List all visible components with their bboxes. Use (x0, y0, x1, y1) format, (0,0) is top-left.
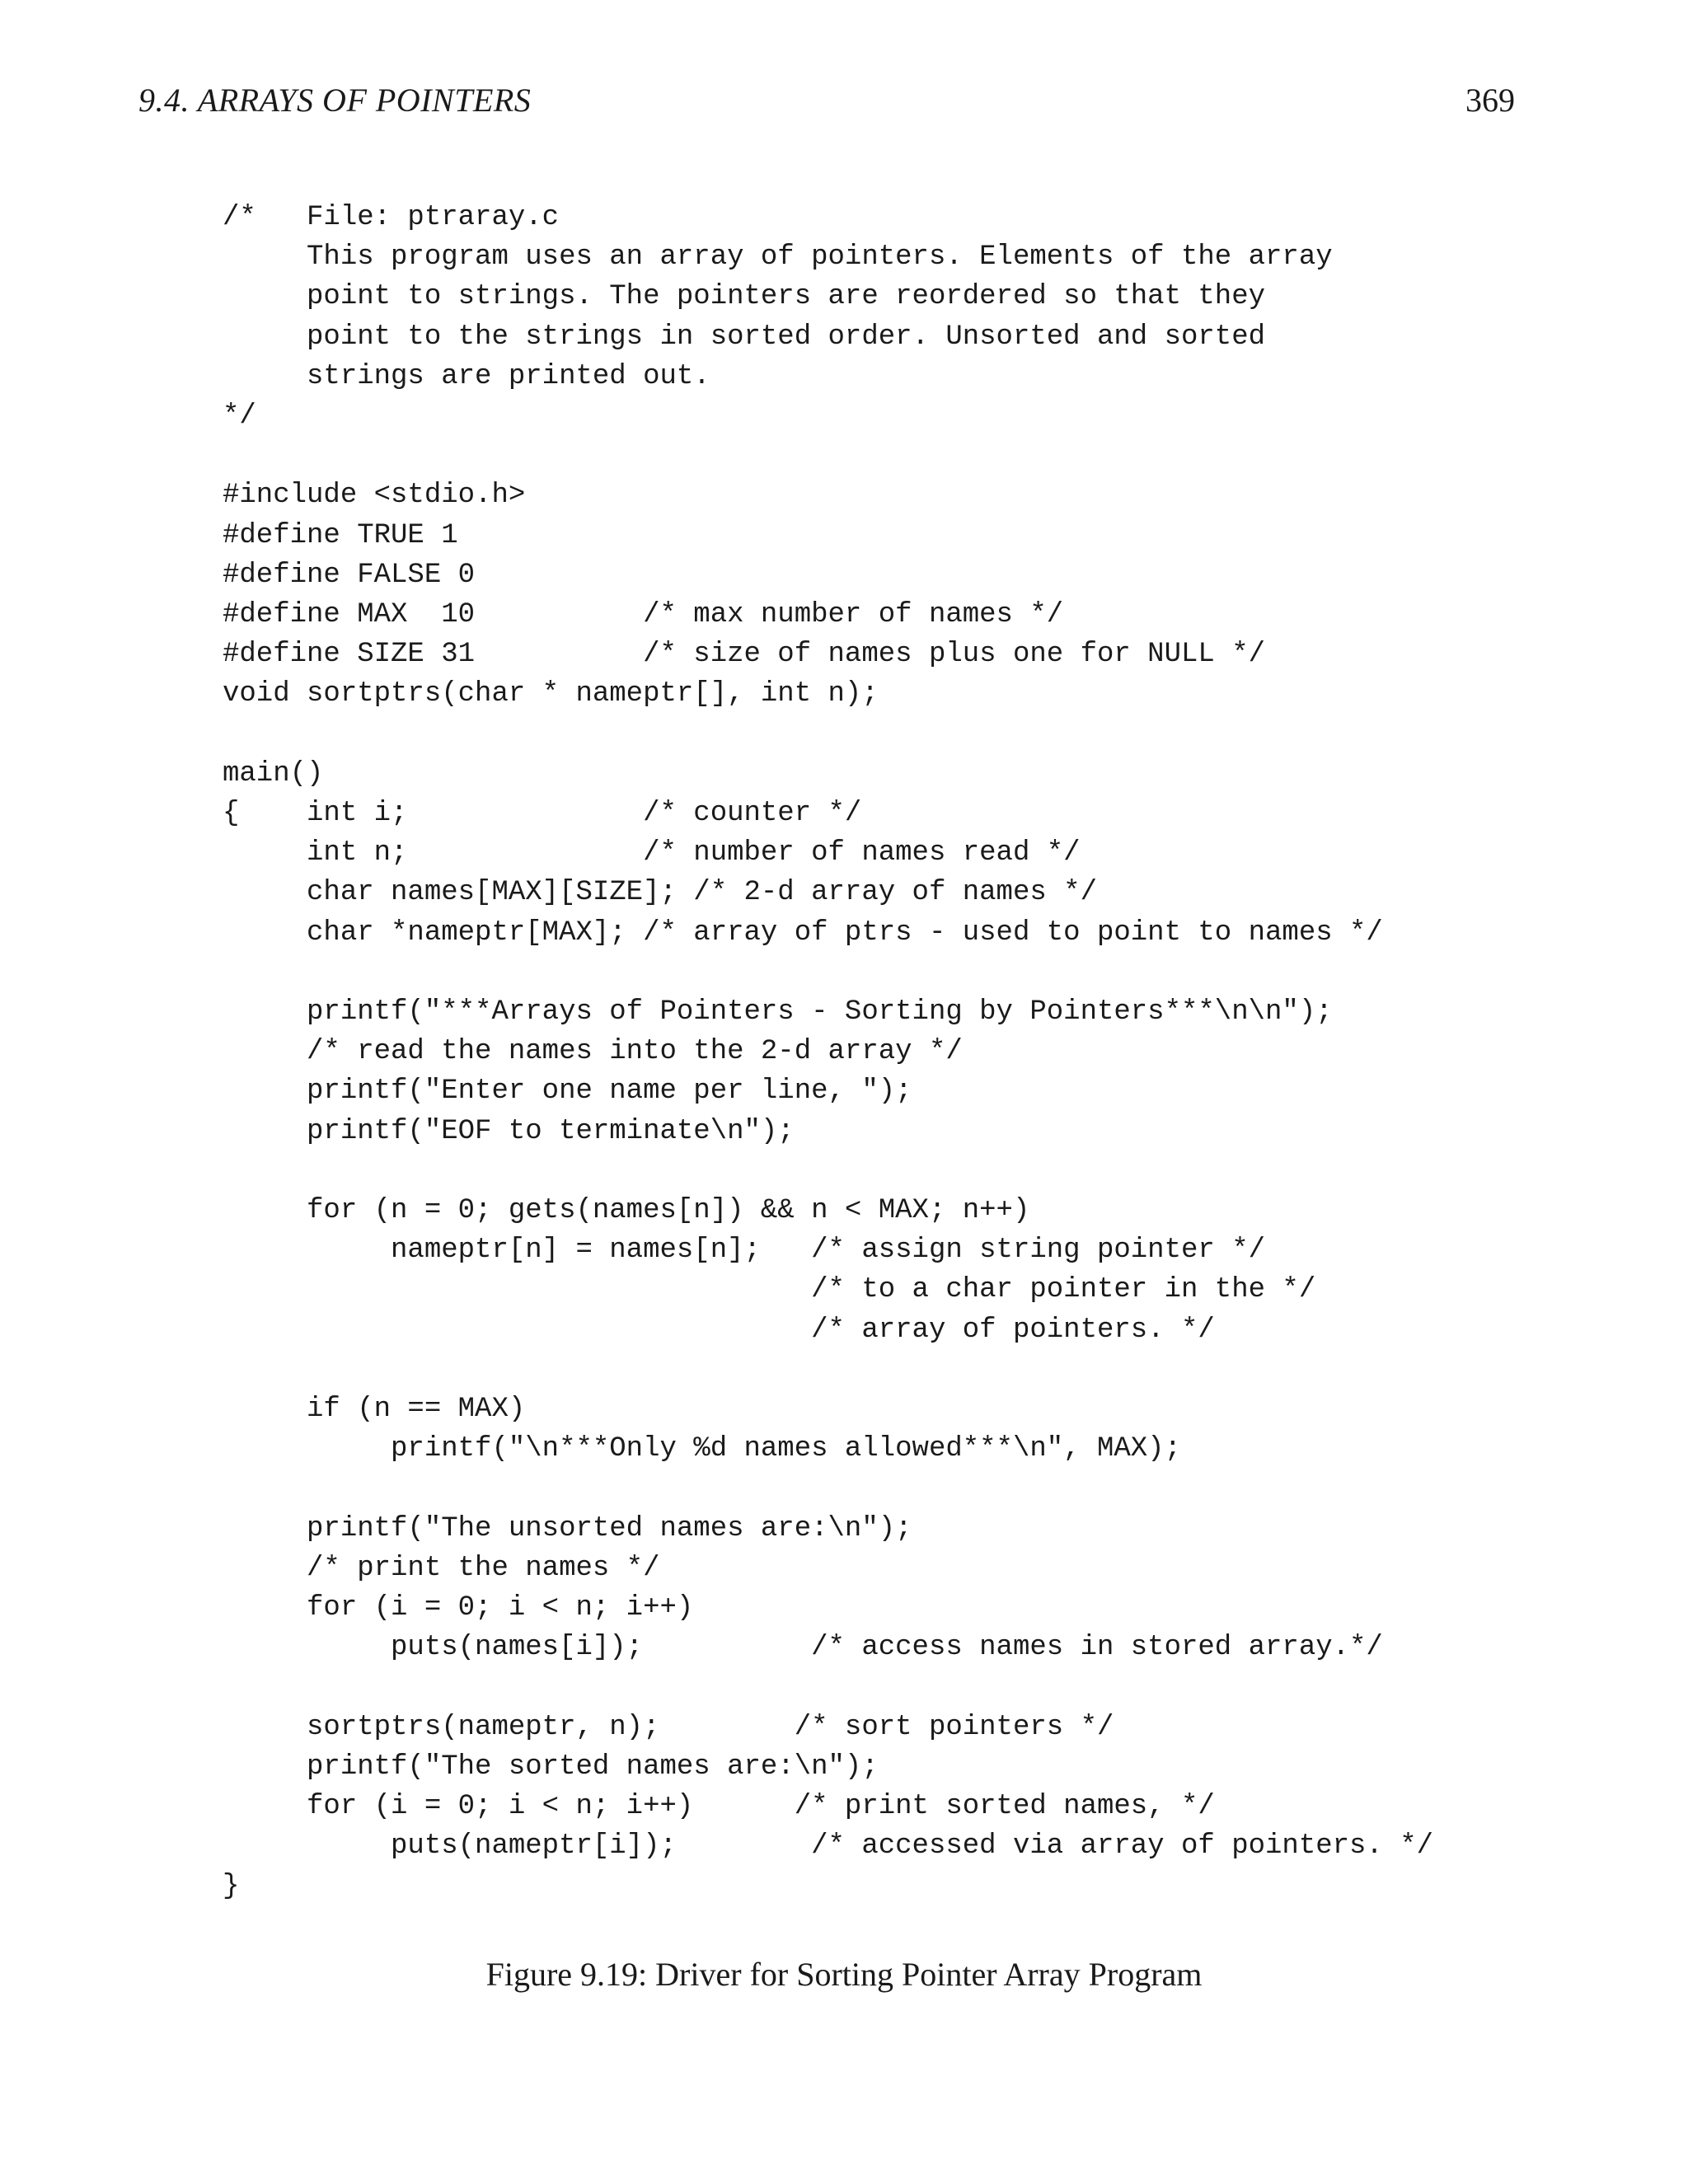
code-line: /* array of pointers. */ (223, 1314, 1215, 1346)
figure-caption: Figure 9.19: Driver for Sorting Pointer Array Program (485, 1956, 1203, 1993)
code-line (223, 953, 1433, 992)
code-line: */ (223, 401, 256, 433)
code-line: for (n = 0; gets(names[n]) && n < MAX; n++) (223, 1195, 1030, 1227)
running-head: 9.4. ARRAYS OF POINTERS (138, 82, 532, 119)
code-line: printf("The sorted names are:\n"); (223, 1750, 879, 1783)
code-line (223, 1668, 1433, 1708)
code-line (223, 715, 1433, 754)
code-line: char names[MAX][SIZE]; /* 2-d array of names */ (223, 877, 1097, 909)
code-line: #define SIZE 31 /* size of names plus one for NULL */ (223, 639, 1266, 671)
code-line (223, 1350, 1433, 1390)
code-line: void sortptrs(char * nameptr[], int n); (223, 678, 879, 710)
code-line: nameptr[n] = names[n]; /* assign string pointer */ (223, 1235, 1266, 1267)
code-line: } (223, 1870, 240, 1902)
code-line: point to strings. The pointers are reordered so that they (223, 281, 1266, 313)
code-line: printf("The unsorted names are:\n"); (223, 1512, 912, 1544)
code-line: #include <stdio.h> (223, 480, 526, 512)
code-line: for (i = 0; i < n; i++) /* print sorted names, */ (223, 1791, 1215, 1823)
code-line: sortptrs(nameptr, n); /* sort pointers */ (223, 1711, 1114, 1743)
code-line: printf("***Arrays of Pointers - Sorting by Pointers***\n\n"); (223, 996, 1333, 1029)
code-line: { int i; /* counter */ (223, 798, 862, 830)
code-line: /* File: ptraray.c (223, 202, 560, 233)
code-line (223, 436, 1433, 476)
code-line: for (i = 0; i < n; i++) (223, 1592, 694, 1624)
page-number: 369 (1465, 82, 1515, 119)
code-line: #define MAX 10 /* max number of names */ (223, 599, 1064, 631)
code-line: printf("\n***Only %d names allowed***\n", MAX); (223, 1433, 1181, 1465)
code-line: char *nameptr[MAX]; /* array of ptrs - used to point to names */ (223, 916, 1383, 949)
code-line (223, 1151, 1433, 1191)
code-line: /* read the names into the 2-d array */ (223, 1036, 963, 1068)
code-line: puts(names[i]); /* access names in stored array.*/ (223, 1632, 1383, 1664)
code-line: printf("Enter one name per line, "); (223, 1076, 912, 1108)
code-line: strings are printed out. (223, 360, 710, 392)
code-listing (223, 198, 1433, 1906)
code-line: This program uses an array of pointers. Elements of the array (223, 241, 1333, 274)
code-line: point to the strings in sorted order. Unsorted and sorted (223, 321, 1266, 353)
code-line: puts(nameptr[i]); /* accessed via array of pointers. */ (223, 1830, 1434, 1863)
code-line: printf("EOF to terminate\n"); (223, 1115, 795, 1147)
code-line: #define FALSE 0 (223, 559, 476, 591)
code-line: main() (223, 757, 324, 790)
code-line: /* print the names */ (223, 1552, 660, 1584)
code-line: #define TRUE 1 (223, 519, 458, 551)
code-line: if (n == MAX) (223, 1394, 526, 1426)
code-line (223, 1469, 1433, 1509)
code-line: int n; /* number of names read */ (223, 837, 1081, 869)
code-line: /* to a char pointer in the */ (223, 1274, 1316, 1306)
